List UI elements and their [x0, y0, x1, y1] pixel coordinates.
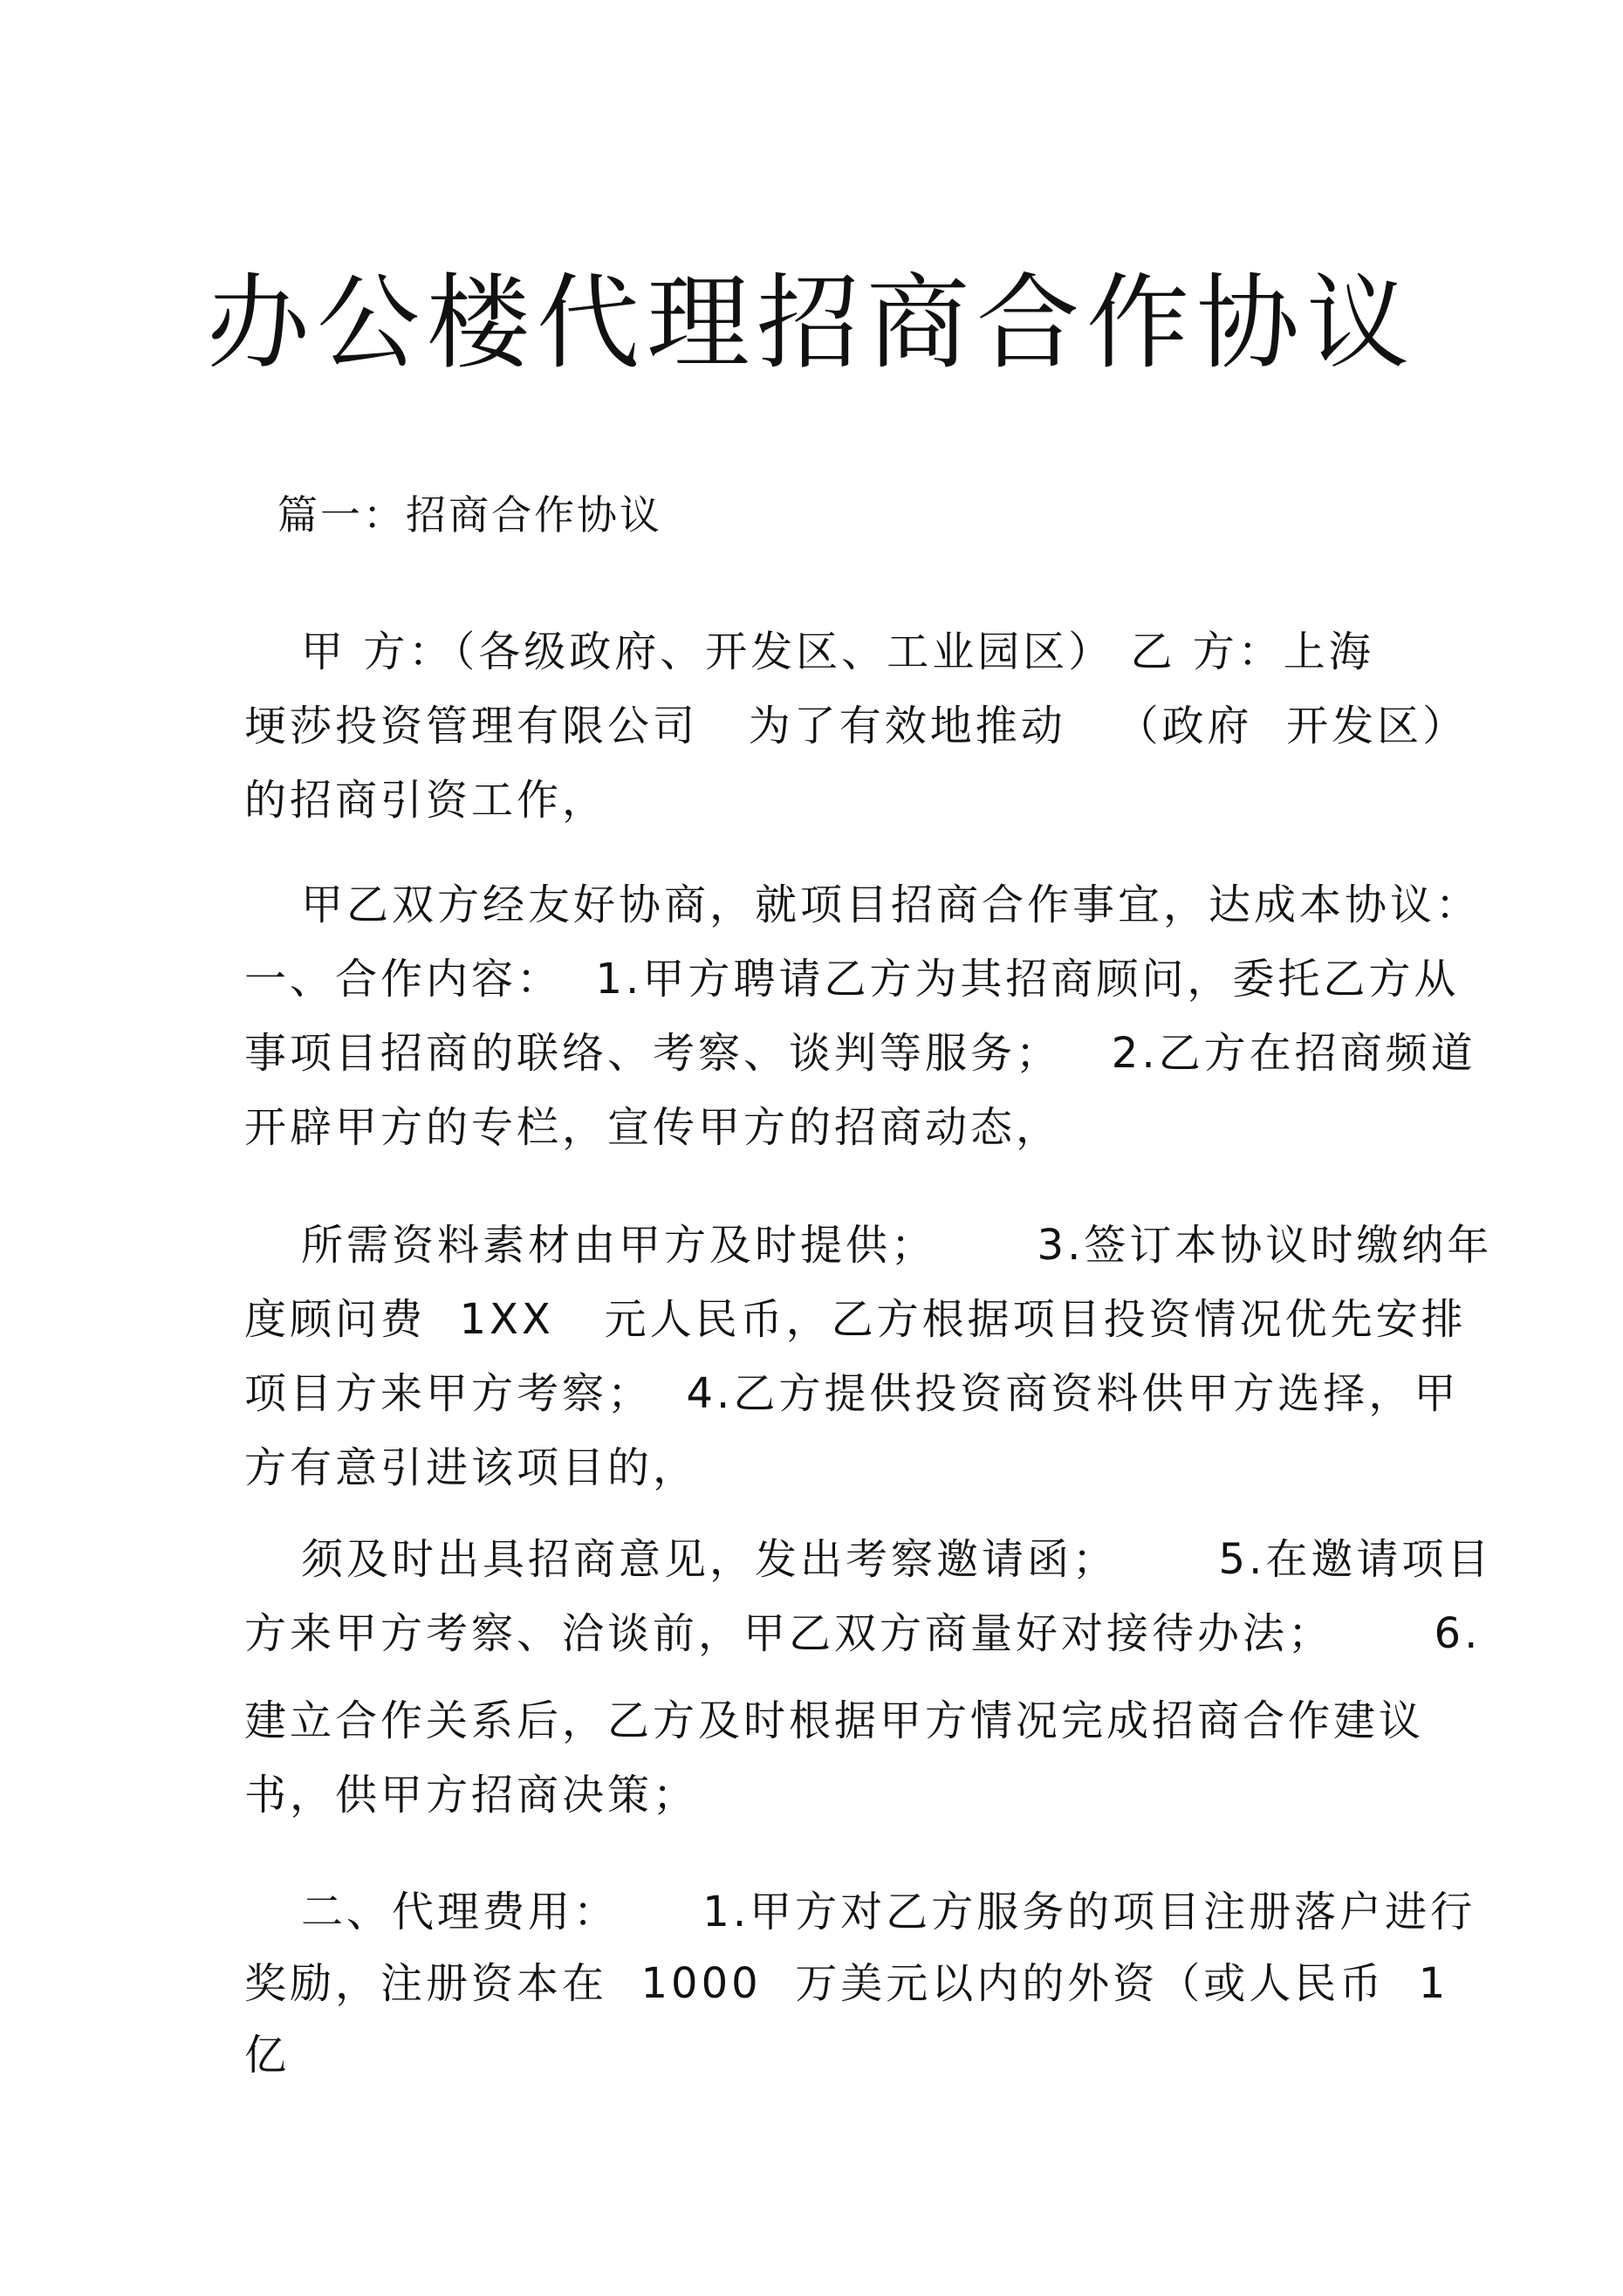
paragraph-parties — [244, 615, 1469, 838]
paragraph-line: 项目方来甲方考察； 4.乙方提供投资商资料供甲方选择，甲 — [244, 1369, 1460, 1418]
paragraph-line: 事项目招商的联络、考察、谈判等服务； 2.乙方在招商频道 — [244, 1029, 1476, 1078]
paragraph-line: 建立合作关系后，乙方及时根据甲方情况完成招商合作建议 — [244, 1696, 1425, 1745]
paragraph-materials-and-fees — [244, 1209, 1493, 1505]
paragraph-line: 开辟甲方的专栏，宣传甲方的招商动态， — [244, 1103, 1062, 1152]
paragraph-line: 方来甲方考察、洽谈前，甲乙双方商量好对接待办法； 6. — [244, 1609, 1482, 1658]
paragraph-line: 一、合作内容： 1.甲方聘请乙方为其招商顾问，委托乙方从 — [244, 955, 1460, 1004]
paragraph-line: 方有意引进该项目的， — [244, 1443, 699, 1492]
paragraph-line: 奖励，注册资本在 1000 万美元以内的外资（或人民币 1 — [244, 1959, 1449, 2008]
paragraph-line: 度顾问费 1XX 元人民币，乙方根据项目投资情况优先安排 — [244, 1295, 1467, 1344]
paragraph-line: 所需资料素材由甲方及时提供； 3.签订本协议时缴纳年 — [301, 1221, 1493, 1270]
paragraph-line: 亿 — [244, 2031, 291, 2080]
paragraph-agency-fees — [244, 1876, 1476, 2091]
paragraph-line: 的招商引资工作， — [244, 776, 608, 825]
paragraph-line: 甲 方：（各级政府、开发区、工业园区） 乙 方：上海 — [301, 627, 1374, 676]
paragraph-line: 二、代理费用： 1.甲方对乙方服务的项目注册落户进行 — [301, 1888, 1476, 1936]
document-title: 办公楼代理招商合作协议 — [206, 263, 1416, 383]
paragraph-line: 埂莎投资管理有限公司 为了有效地推动 （政府 开发区） — [244, 702, 1469, 750]
paragraph-line: 书，供甲方招商决策； — [244, 1771, 699, 1820]
paragraph-line: 甲乙双方经友好协商，就项目招商合作事宜，达成本协议： — [301, 881, 1482, 929]
paragraph-proposal — [244, 1684, 1425, 1833]
paragraph-line: 须及时出具招商意见，发出考察邀请函； 5.在邀请项目 — [301, 1535, 1493, 1584]
paragraph-cooperation-content — [244, 868, 1482, 1165]
paragraph-invitation — [244, 1523, 1493, 1671]
document-subtitle: 篇一：招商合作协议 — [277, 491, 662, 538]
